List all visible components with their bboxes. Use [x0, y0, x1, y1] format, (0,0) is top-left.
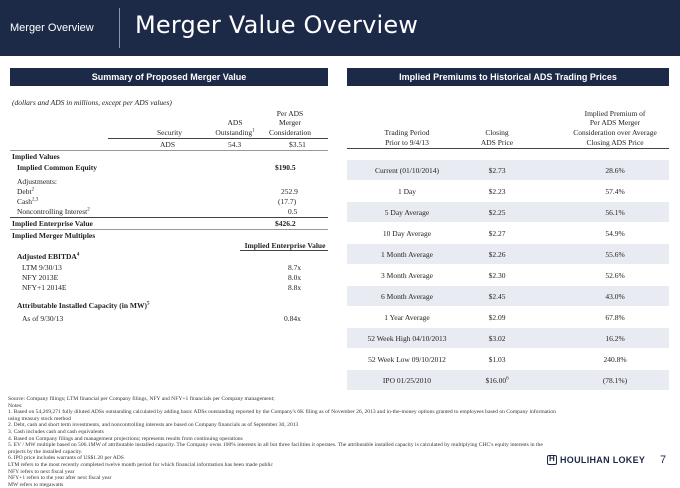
iev-rule-bottom	[10, 229, 328, 230]
header-bar	[0, 0, 680, 56]
page-title: Merger Value Overview	[135, 11, 419, 39]
iev-col-rule	[240, 250, 328, 251]
header-rule	[108, 138, 328, 139]
footnote-line: 1. Based on 54,269,271 fully diluted ADSs outstanding calculated by adding basic ADSs outstanding reported by the Company's 6K filing as of November 26, 2013 and in-the-money options granted to employees based on Company information	[8, 409, 556, 416]
implied-common-equity-value: $190.5	[275, 163, 296, 172]
ads-row-outstanding: 54.3	[228, 140, 242, 149]
ebitda-row-label: LTM 9/30/13	[22, 263, 62, 272]
premium-row-premium: 67.8%	[605, 313, 625, 322]
footnotes	[8, 396, 670, 488]
iev-label: Implied Enterprise Value	[12, 219, 93, 228]
col-per-ads-2: Merger	[279, 118, 301, 127]
col-period-2: Prior to 9/4/13	[385, 138, 429, 147]
col-premium-2: Per ADS Merger	[589, 118, 641, 127]
col-premium-3: Consideration over Average	[573, 128, 657, 137]
footnote-line: NFY refers to next fiscal year	[8, 468, 75, 475]
multiples-heading: Implied Merger Multiples	[12, 231, 96, 240]
capacity-row-label: As of 9/30/13	[22, 314, 64, 323]
premium-row-premium: 56.1%	[605, 208, 625, 217]
footnote-line: Notes:	[8, 402, 23, 409]
footnote-line: 2. Debt, cash and short term investments, and noncontrolling interests are based on Company financials as of September 30, 2013	[8, 422, 299, 429]
col-closing-1: Closing	[485, 128, 509, 137]
summary-band: Summary of Proposed Merger Value	[10, 68, 328, 86]
premium-row-price: $16.00$^6$	[485, 376, 509, 385]
premium-row-price: $2.73	[488, 166, 506, 175]
implied-values-heading: Implied Values	[12, 152, 60, 161]
premium-row-premium: (78.1%)	[602, 376, 628, 385]
units-note: (dollars and ADS in millions, except per ADS values)	[12, 98, 172, 107]
premium-row-period: 10 Day Average	[382, 229, 432, 238]
premium-row-price: $2.45	[488, 292, 506, 301]
premium-row-period: 5 Day Average	[384, 208, 430, 217]
col-closing-2: ADS Price	[480, 138, 514, 147]
premium-row-premium: 52.6%	[605, 271, 625, 280]
premium-row-price: $2.27	[488, 229, 506, 238]
adjustments-label: Adjustments:	[17, 177, 58, 186]
premium-row-period: 52 Week High 04/10/2013	[367, 334, 447, 343]
debt-value: 252.9	[281, 187, 298, 196]
col-ads-1: ADS	[227, 118, 243, 127]
footnote-line: projects by the installed capacity.	[8, 448, 83, 455]
row-rule	[10, 150, 328, 151]
debt-label: Debt$^2$	[17, 187, 35, 196]
premium-row-period: Current (01/10/2014)	[375, 166, 439, 175]
premium-row-premium: 57.4%	[605, 187, 625, 196]
footnote-line: 5. EV / MW multiple based on 506.1MW of attributable installed capacity. The Company owns 100% interests in all but three facilities it operates. The attributable installed capacity is calculated by multiplying CHC's equity interests in the	[8, 442, 543, 449]
ebitda-heading: Adjusted EBITDA$^4$	[17, 252, 80, 261]
footnote-line: NFY+1 refers to the year after next fiscal year	[8, 475, 112, 482]
premium-row-price: $2.09	[488, 313, 506, 322]
footnote-line: LTM refers to the most recently completed twelve month period for which financial information has been made public	[8, 461, 273, 468]
premium-row-period: 1 Day	[397, 187, 417, 196]
footnote-line: 3. Cash includes cash and cash equivalents	[8, 428, 104, 435]
nci-label: Noncontrolling Interest$^2$	[17, 207, 90, 216]
premium-row-premium: 16.2%	[605, 334, 625, 343]
premium-row-price: $3.02	[488, 334, 506, 343]
premium-row-period: 3 Month Average	[381, 271, 433, 280]
col-ads-outstanding: Outstanding$^1$	[215, 128, 255, 137]
iev-col-header: Implied Enterprise Value	[244, 241, 326, 250]
col-premium-4: Closing ADS Price	[586, 138, 644, 147]
premium-row-premium: 240.8%	[603, 355, 627, 364]
premium-row-period: 6 Month Average	[381, 292, 433, 301]
ads-row-label: ADS	[160, 140, 176, 149]
footnote-line: using treasury stock method	[8, 415, 71, 422]
ebitda-row-value: 8.8x	[288, 283, 302, 292]
premium-row-premium: 43.0%	[605, 292, 625, 301]
premium-row-price: $2.25	[488, 208, 506, 217]
ebitda-row-label: NFY+1 2014E	[22, 283, 67, 292]
premiums-header-rule	[347, 148, 669, 149]
iev-value: $426.2	[275, 219, 296, 228]
iev-rule	[10, 217, 328, 218]
footnote-line: 6. IPO price includes warrants of US$1.20 per ADS	[8, 455, 124, 462]
col-security: Security	[157, 128, 182, 137]
ebitda-row-value: 8.0x	[288, 273, 302, 282]
premium-row-price: $2.23	[488, 187, 506, 196]
header-divider	[119, 8, 120, 48]
premium-row-price: $2.26	[488, 250, 506, 259]
premium-row-period: 52 Week Low 09/10/2012	[368, 355, 446, 364]
ebitda-row-label: NFY 2013E	[22, 273, 59, 282]
company-logo: HHOULIHAN LOKEY	[547, 455, 645, 465]
footnote-line: 4. Based on Company filings and management projections; represents results from continuing operations	[8, 435, 243, 442]
col-premium-1: Implied Premium of	[584, 109, 646, 118]
capacity-heading: Attributable Installed Capacity (in MW)$^5$	[17, 301, 150, 310]
premium-row-period: 1 Month Average	[381, 250, 433, 259]
page-number: 7	[660, 454, 667, 466]
premium-row-premium: 54.9%	[605, 229, 625, 238]
ads-row-consideration: $3.51	[289, 140, 306, 149]
cash-label: Cash$^{2,3}$	[17, 197, 39, 206]
premiums-band: Implied Premiums to Historical ADS Trading Prices	[347, 68, 669, 86]
footnote-line: Source: Company filings; LTM financial per Company filings, NFY and NFY+1 financials per Company management;	[8, 396, 275, 402]
premium-row-premium: 55.6%	[605, 250, 625, 259]
footnote-line: MW refers to megawatts	[8, 481, 64, 488]
col-period-1: Trading Period	[384, 128, 430, 137]
cash-value: (17.7)	[278, 197, 297, 206]
implied-common-equity-label: Implied Common Equity	[17, 163, 98, 172]
premium-row-period: IPO 01/25/2010	[382, 376, 432, 385]
nci-value: 0.5	[288, 207, 298, 216]
premium-row-price: $2.30	[488, 271, 506, 280]
premium-row-period: 1 Year Average	[384, 313, 430, 322]
ebitda-row-value: 8.7x	[288, 263, 302, 272]
capacity-row-value: 0.84x	[284, 314, 301, 323]
premium-row-premium: 28.6%	[605, 166, 625, 175]
section-label: Merger Overview	[10, 22, 94, 34]
col-per-ads-3: Consideration	[268, 128, 312, 137]
logo-mark-icon	[547, 455, 557, 465]
premium-row-price: $1.03	[488, 355, 506, 364]
col-per-ads-1: Per ADS	[276, 109, 304, 118]
